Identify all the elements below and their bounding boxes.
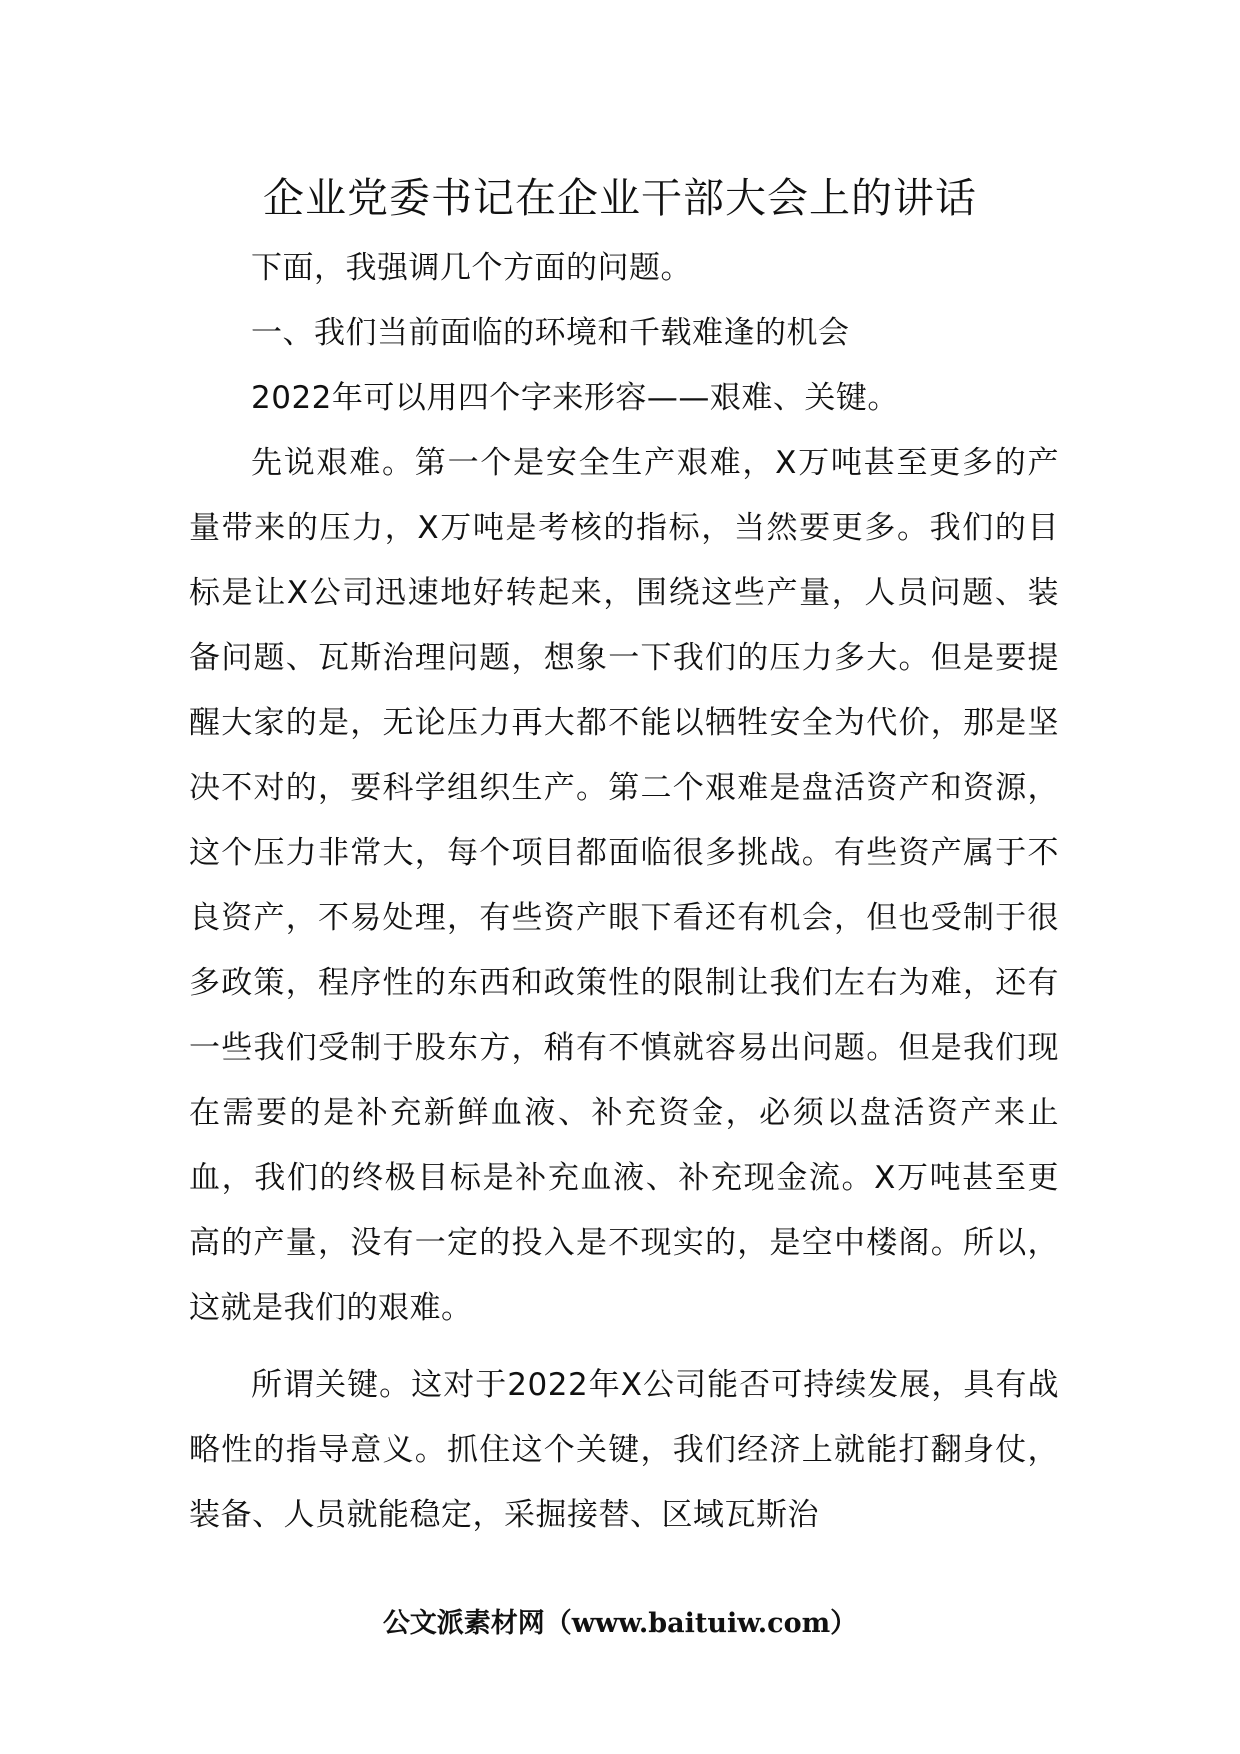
footer-watermark: 公文派素材网（www.baituiw.com）	[382, 1608, 858, 1639]
paragraph-intro: 下面，我强调几个方面的问题。	[251, 250, 692, 286]
section-heading: 一、我们当前面临的环境和千载难逢的机会	[251, 315, 850, 351]
paragraph-summary: 2022年可以用四个字来形容——艰难、关键。	[251, 380, 899, 416]
paragraph-key-points: 所谓关键。这对于2022年X公司能否可持续发展，具有战略性的指导意义。抓住这个关键，我们经济上就能打翻身仗，装备、人员就能稳定，采掘接替、区域瓦斯治	[189, 1367, 1059, 1533]
document-body	[189, 236, 1059, 1548]
paragraph-difficulties: 先说艰难。第一个是安全生产艰难，X万吨甚至更多的产量带来的压力，X万吨是考核的指标，当然要更多。我们的目标是让X公司迅速地好转起来，围绕这些产量，人员问题、装备问题、瓦斯治理问题，想象一下我们的压力多大。但是要提醒大家的是，无论压力再大都不能以牺牲安全为代价，那是坚决不对的，要科学组织生产。第二个艰难是盘活资产和资源，这个压力非常大，每个项目都面临很多挑战。有些资产属于不良资产，不易处理，有些资产眼下看还有机会，但也受制于很多政策，程序性的东西和政策性的限制让我们左右为难，还有一些我们受制于股东方，稍有不慎就容易出问题。但是我们现在需要的是补充新鲜血液、补充资金，必须以盘活资产来止血，我们的终极目标是补充血液、补充现金流。X万吨甚至更高的产量，没有一定的投入是不现实的，是空中楼阁。所以，这就是我们的艰难。	[189, 445, 1059, 1326]
document-title: 企业党委书记在企业干部大会上的讲话	[263, 174, 977, 222]
